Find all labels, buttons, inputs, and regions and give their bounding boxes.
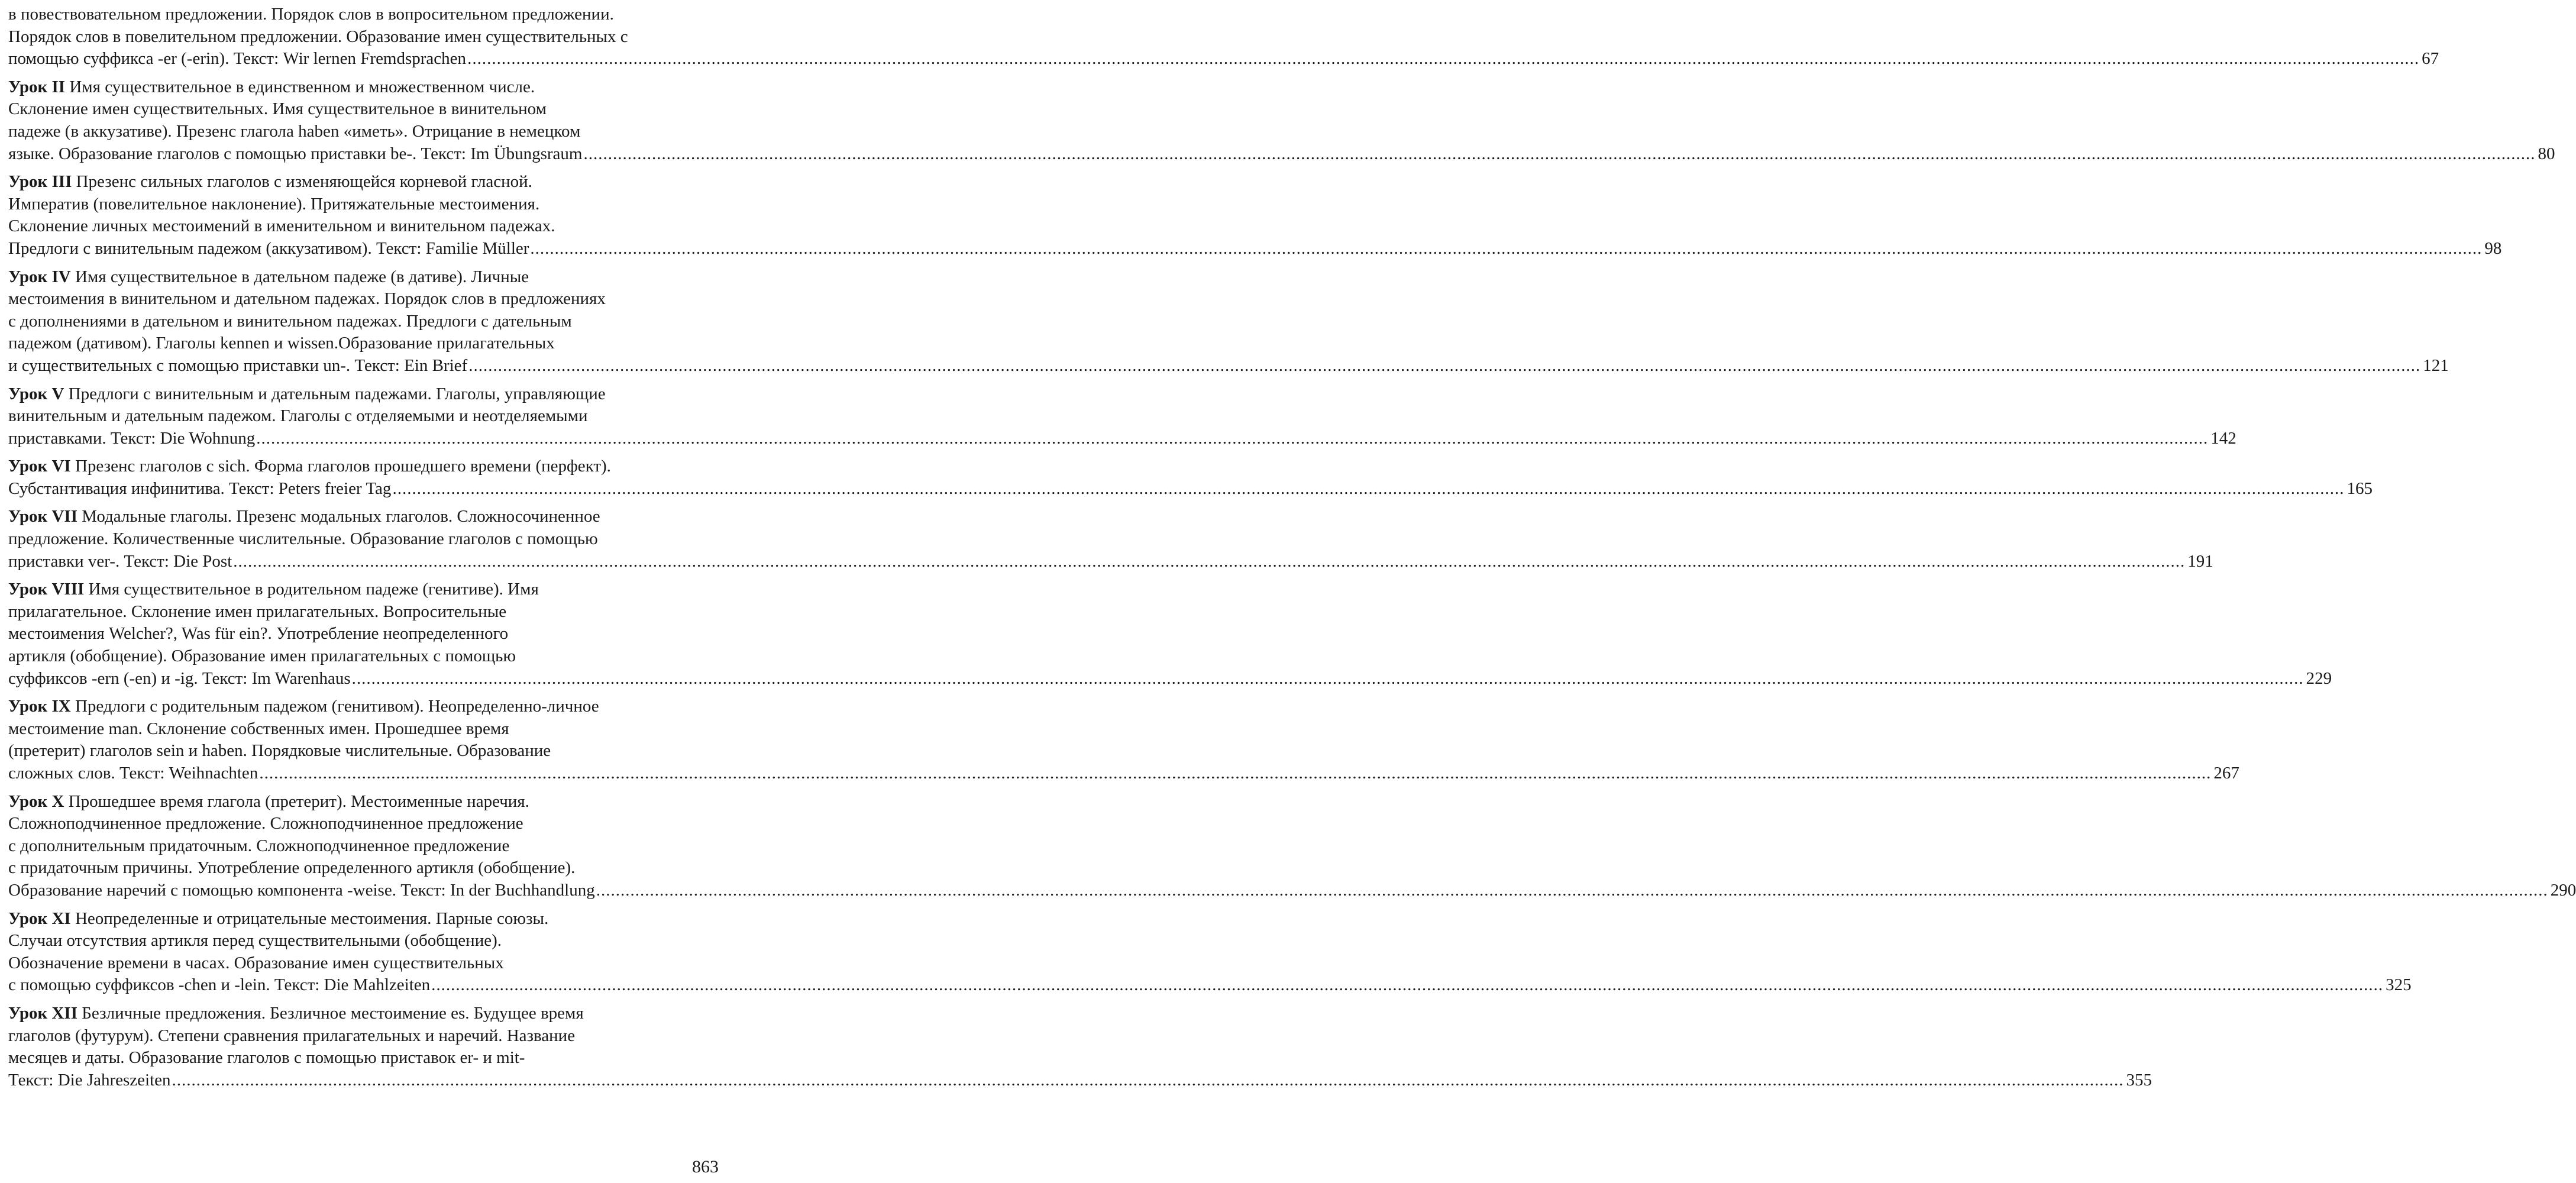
toc-line bbox=[8, 121, 725, 143]
toc-line bbox=[8, 696, 725, 718]
toc-line-text: месяцев и даты. Образование глаголов с помощью приставок er- и mit- bbox=[8, 1048, 525, 1068]
toc-line bbox=[8, 718, 725, 741]
toc-line-text: Презенс сильных глаголов с изменяющейся корневой гласной. bbox=[72, 172, 532, 192]
toc-line bbox=[8, 98, 725, 121]
toc-line bbox=[8, 215, 725, 238]
toc-line bbox=[8, 26, 725, 49]
toc-entry bbox=[8, 578, 2332, 690]
toc-line-text: Предлоги с винительным и дательным падежами. Глаголы, управляющие bbox=[64, 384, 606, 403]
toc-line-text: винительным и дательным падежом. Глаголы с отделяемыми и неотделяемыми bbox=[8, 406, 588, 426]
toc-line-text: приставками. Текст: Die Wohnung bbox=[8, 428, 256, 448]
toc-line-text: Образование наречий с помощью компонента -weise. Текст: In der Buchhandlung bbox=[8, 880, 595, 900]
toc-line bbox=[8, 478, 2373, 500]
toc-line bbox=[8, 76, 725, 99]
toc-line-text: с придаточным причины. Употребление определенного артикля (обобщение). bbox=[8, 858, 576, 878]
toc-line-text: приставки ver-. Текст: Die Post bbox=[8, 551, 232, 571]
toc-line bbox=[8, 1047, 725, 1069]
toc-line bbox=[8, 405, 725, 428]
toc-line-text: падежом (дативом). Глаголы kennen и wissen.Образование прилагательных bbox=[8, 334, 555, 353]
toc-line-text: суффиксов -ern (-en) и -ig. Текст: Im Warenhaus bbox=[8, 668, 351, 688]
toc-line bbox=[8, 908, 725, 930]
toc-line-text: Прошедшее время глагола (претерит). Местоименные наречия. bbox=[64, 791, 529, 811]
toc-line-text: Предлоги с винительным падежом (аккузативом). Текст: Familie Müller bbox=[8, 238, 529, 258]
toc-line bbox=[8, 1069, 2152, 1092]
dot-leader: ................................................................................................................................................................................................................................................................................................................................................................................................................ bbox=[233, 551, 2186, 571]
toc-line-text: Склонение имен существительных. Имя существительное в винительном bbox=[8, 99, 547, 119]
lesson-label: Урок VII bbox=[8, 507, 78, 526]
toc-entry bbox=[8, 506, 2213, 573]
toc-line bbox=[8, 551, 2213, 573]
toc-line bbox=[8, 645, 725, 668]
dot-leader: ................................................................................................................................................................................................................................................................................................................................................................................................................ bbox=[468, 355, 2421, 375]
toc-entry bbox=[8, 455, 2373, 500]
toc-line-text: Имя существительное в единственном и множественном числе. bbox=[65, 77, 535, 96]
toc-page-number: 325 bbox=[2386, 975, 2412, 995]
toc-entry bbox=[8, 908, 2412, 997]
lesson-label: Урок IX bbox=[8, 697, 71, 716]
toc-line-text: с дополнительным придаточным. Сложноподчиненное предложение bbox=[8, 836, 510, 855]
toc-line-text: Презенс глаголов с sich. Форма глаголов прошедшего времени (перфект). bbox=[70, 457, 611, 476]
toc-line-text: Неопределенные и отрицательные местоимения. Парные союзы. bbox=[70, 909, 549, 928]
dot-leader: ................................................................................................................................................................................................................................................................................................................................................................................................................ bbox=[596, 880, 2548, 900]
toc-page-number: 267 bbox=[2213, 764, 2239, 783]
lesson-label: Урок III bbox=[8, 172, 72, 192]
dot-leader: ................................................................................................................................................................................................................................................................................................................................................................................................................ bbox=[431, 975, 2384, 995]
toc-line bbox=[8, 952, 725, 975]
toc-line-text: помощью суффикса -er (-erin). Текст: Wir lernen Fremdsprachen bbox=[8, 49, 467, 69]
toc-entry bbox=[8, 76, 2555, 165]
toc-line bbox=[8, 4, 725, 26]
lesson-label: Урок X bbox=[8, 791, 64, 811]
dot-leader: ................................................................................................................................................................................................................................................................................................................................................................................................................ bbox=[467, 49, 2420, 69]
toc-line-text: местоимения Welcher?, Was für ein?. Употребление неопределенного bbox=[8, 624, 509, 644]
toc-line bbox=[8, 171, 725, 193]
toc-line-text: с дополнениями в дательном и винительном падежах. Предлоги с дательным bbox=[8, 311, 572, 331]
toc-line-text: языке. Образование глаголов с помощью приставки be-. Текст: Im Übungsraum bbox=[8, 144, 583, 163]
lesson-label: Урок IV bbox=[8, 267, 71, 286]
toc-entry bbox=[8, 171, 2502, 260]
toc-line bbox=[8, 355, 2449, 377]
lesson-label: Урок XI bbox=[8, 909, 71, 928]
toc-line bbox=[8, 578, 725, 601]
toc-line bbox=[8, 762, 2239, 785]
lesson-label: Урок VIII bbox=[8, 580, 85, 599]
toc-line-text: предложение. Количественные числительные. Образование глаголов с помощью bbox=[8, 529, 598, 549]
toc-line bbox=[8, 668, 2332, 690]
toc-line bbox=[8, 623, 725, 645]
toc-line bbox=[8, 857, 725, 880]
toc-entry bbox=[8, 4, 2439, 70]
lesson-label: Урок V bbox=[8, 384, 64, 403]
toc-line-text: Императив (повелительное наклонение). Притяжательные местоимения. bbox=[8, 194, 540, 214]
toc-page-number: 121 bbox=[2423, 355, 2449, 375]
toc-line-text: Имя существительное в дательном падеже (в дативе). Личные bbox=[70, 267, 529, 286]
toc-page-number: 98 bbox=[2484, 238, 2502, 258]
toc-page-number: 165 bbox=[2346, 479, 2373, 498]
toc-line bbox=[8, 332, 725, 355]
toc-line-text: глаголов (футурум). Степени сравнения прилагательных и наречий. Название bbox=[8, 1026, 576, 1045]
dot-leader: ................................................................................................................................................................................................................................................................................................................................................................................................................ bbox=[530, 238, 2483, 258]
lesson-label: Урок XII bbox=[8, 1003, 78, 1023]
toc-entry bbox=[8, 1003, 2152, 1091]
toc-line bbox=[8, 266, 725, 289]
toc-line-text: Предлоги с родительным падежом (генитивом). Неопределенно-личное bbox=[70, 697, 599, 716]
lesson-label: Урок VI bbox=[8, 457, 71, 476]
toc-line bbox=[8, 238, 2502, 260]
toc-line bbox=[8, 288, 725, 311]
toc-page-number: 355 bbox=[2126, 1070, 2152, 1090]
toc-page-number: 290 bbox=[2550, 880, 2576, 900]
toc-line-text: Субстантивация инфинитива. Текст: Peters freier Tag bbox=[8, 479, 392, 498]
toc-line bbox=[8, 835, 725, 858]
toc-line bbox=[8, 455, 725, 478]
toc-line-text: Случаи отсутствия артикля перед существительными (обобщение). bbox=[8, 931, 502, 951]
toc-line bbox=[8, 383, 725, 406]
toc-page-number: 229 bbox=[2306, 668, 2332, 688]
toc-line bbox=[8, 880, 2576, 902]
dot-leader: ................................................................................................................................................................................................................................................................................................................................................................................................................ bbox=[259, 764, 2212, 783]
toc-line-text: и существительных с помощью приставки un-. Текст: Ein Brief bbox=[8, 355, 468, 375]
dot-leader: ................................................................................................................................................................................................................................................................................................................................................................................................................ bbox=[172, 1070, 2124, 1090]
toc-line-text: Склонение личных местоимений в именительном и винительном падежах. bbox=[8, 216, 555, 236]
toc-entry bbox=[8, 383, 2236, 450]
toc-line bbox=[8, 1025, 725, 1048]
toc-line-text: местоимения в винительном и дательном падежах. Порядок слов в предложениях bbox=[8, 289, 606, 309]
toc-line bbox=[8, 193, 725, 216]
toc-line-text: сложных слов. Текст: Weihnachten bbox=[8, 764, 258, 783]
toc-entry bbox=[8, 266, 2449, 377]
dot-leader: ................................................................................................................................................................................................................................................................................................................................................................................................................ bbox=[256, 428, 2209, 448]
toc-line bbox=[8, 930, 725, 952]
toc-line bbox=[8, 506, 725, 528]
toc-line bbox=[8, 311, 725, 333]
toc-line-text: Обозначение времени в часах. Образование имен существительных bbox=[8, 953, 504, 972]
toc-line-text: Безличные предложения. Безличное местоимение es. Будущее время bbox=[77, 1003, 584, 1023]
toc-line-text: Модальные глаголы. Презенс модальных глаголов. Сложносочиненное bbox=[77, 507, 600, 526]
toc-line bbox=[8, 48, 2439, 70]
toc-entry bbox=[8, 696, 2239, 784]
toc-line-text: прилагательное. Склонение имен прилагательных. Вопросительные bbox=[8, 602, 507, 621]
toc-page-number: 67 bbox=[2422, 49, 2439, 69]
toc-line bbox=[8, 974, 2412, 997]
toc-line bbox=[8, 791, 725, 813]
toc-line bbox=[8, 428, 2236, 450]
toc-line-text: падеже (в аккузативе). Презенс глагола haben «иметь». Отрицание в немецком bbox=[8, 121, 581, 141]
toc-line bbox=[8, 1003, 725, 1025]
toc-entry bbox=[8, 791, 2576, 902]
toc-line-text: Имя существительное в родительном падеже (генитиве). Имя bbox=[84, 580, 539, 599]
toc-line-text: (претерит) глаголов sein и haben. Порядковые числительные. Образование bbox=[8, 741, 551, 761]
toc-page-number: 191 bbox=[2187, 551, 2213, 571]
toc-line bbox=[8, 813, 725, 835]
toc-line bbox=[8, 143, 2555, 166]
toc-line-text: в повествовательном предложении. Порядок слов в вопросительном предложении. bbox=[8, 5, 614, 24]
toc-line-text: с помощью суффиксов -chen и -lein. Текст: Die Mahlzeiten bbox=[8, 975, 431, 995]
toc-line bbox=[8, 740, 725, 762]
toc-line-text: местоимение man. Склонение собственных имен. Прошедшее время bbox=[8, 719, 509, 738]
toc-line bbox=[8, 528, 725, 551]
page-number: 863 bbox=[692, 1157, 719, 1176]
toc-line-text: Текст: Die Jahreszeiten bbox=[8, 1070, 171, 1090]
toc-line-text: артикля (обобщение). Образование имен прилагательных с помощью bbox=[8, 647, 516, 666]
dot-leader: ................................................................................................................................................................................................................................................................................................................................................................................................................ bbox=[392, 479, 2345, 498]
table-of-contents bbox=[8, 4, 2576, 1097]
toc-line-text: Сложноподчиненное предложение. Сложноподчиненное предложение bbox=[8, 814, 523, 833]
toc-page-number: 142 bbox=[2210, 428, 2236, 448]
toc-line-text: Порядок слов в повелительном предложении. Образование имен существительных с bbox=[8, 27, 628, 46]
toc-page-number: 80 bbox=[2538, 144, 2555, 163]
toc-line bbox=[8, 601, 725, 623]
dot-leader: ................................................................................................................................................................................................................................................................................................................................................................................................................ bbox=[583, 144, 2536, 163]
lesson-label: Урок II bbox=[8, 77, 66, 96]
dot-leader: ................................................................................................................................................................................................................................................................................................................................................................................................................ bbox=[351, 668, 2304, 688]
